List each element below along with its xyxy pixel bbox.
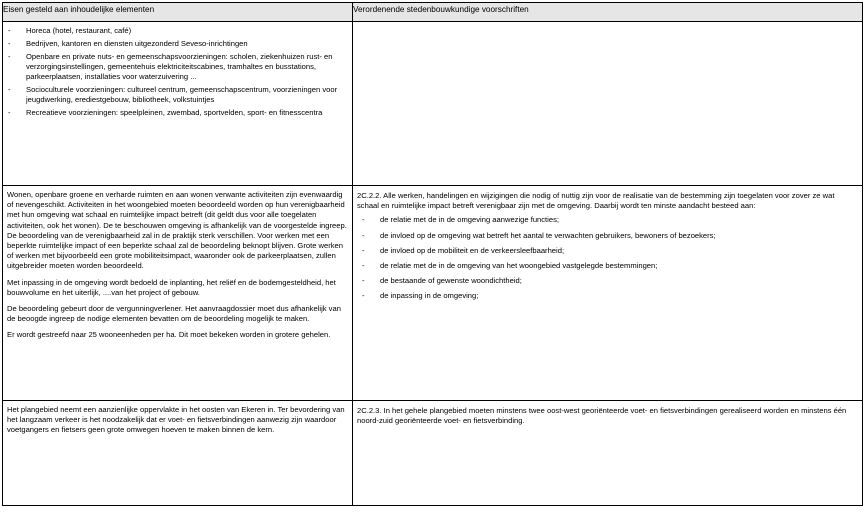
paragraph: Het plangebied neemt een aanzienlijke oppervlakte in het oosten van Ekeren in. Ter bevordering van het langzaam verkeer is het noodzakelijk dat er voet- en fietsverbindingen aanwezig zijn waardoor voetgangers en fietsers geen grote omwegen hoeven te maken binnen de kern.: [7, 405, 345, 435]
row1-right-cell: [353, 22, 863, 186]
list-item: - de inpassing in de omgeving;: [362, 291, 479, 301]
list-item: - de invloed op de mobiliteit en de verkeersleefbaarheid;: [362, 245, 565, 255]
table-row: [3, 186, 863, 401]
table-header-row: [3, 3, 863, 22]
dash-bullet: -: [362, 276, 365, 286]
list-item: - de bestaande of gewenste woondichtheid;: [362, 276, 522, 286]
criteria-list: [357, 215, 858, 301]
regulations-table: [2, 2, 863, 506]
row1-left-cell: [3, 22, 353, 186]
row3-right-cell: [353, 401, 863, 506]
table-row: [3, 22, 863, 186]
dash-bullet: -: [8, 26, 11, 35]
paragraph: De beoordeling gebeurt door de vergunningverlener. Het aanvraagdossier moet dus afhankelijk van de beoogde ingreep de nodige elementen bevatten om de beoordeling mogelijk te maken.: [7, 304, 341, 324]
list-item: - de relatie met de in de omgeving aanwezige functies;: [362, 215, 559, 225]
row3-left-cell: [3, 401, 353, 506]
article-2c23: 2C.2.3. In het gehele plangebied moeten minstens twee oost-west georiënteerde voet- en fietsverbindingen gerealiseerd worden en minstens één noord-zuid georiënteerde voet- en fietsverbinding.: [357, 406, 847, 426]
dash-bullet: -: [362, 215, 365, 225]
list-item: - Recreatieve voorzieningen: speelpleinen, zwembad, sportvelden, sport- en fitnesscentra: [8, 107, 323, 117]
paragraph: Wonen, openbare groene en verharde ruimten en aan wonen verwante activiteiten zijn evenwaardig of nevengeschikt. Activiteiten in het woongebied moeten beoordeeld worden op hun verenigbaarheid met hun omgeving wat schaal en ruimtelijke impact betreft (dit geldt dus voor alle toegelaten activiteiten, ook het wonen). De te beschouwen omgeving is afhankelijk van de voorgestelde ingreep. De beoordeling van de verenigbaarheid zal in de praktijk sterk verschillen. Voor werken met een beperkte ruimtelijke impact of een beperkte schaal zal de beoordeling beknopt blijven. Grote werken of werken met bijvoorbeeld een grote mobiliteitsimpact, waaronder ook de parkeerplaatsen, zullen uitgebreider moeten worden beoordeeld.: [7, 190, 347, 271]
dash-bullet: -: [362, 230, 365, 240]
article-2c22-intro: 2C.2.2. Alle werken, handelingen en wijzigingen die nodig of nuttig zijn voor de realisatie van de bestemming zijn toegelaten voor zover ze wat schaal en ruimtelijke impact betreft verenigbaar zijn met de omgeving. Daarbij wordt ten minste aandacht besteed aan:: [357, 191, 835, 211]
list-item: - Openbare en private nuts- en gemeenschapsvoorzieningen: scholen, ziekenhuizen rust- en verzorgingsinstellingen, gemeentehuis elektriciteitscabines, tramhaltes en busstations, parkeerplaatsen, installaties voor waterzuivering ...: [8, 51, 333, 81]
dash-bullet: -: [8, 38, 11, 48]
dash-bullet: -: [8, 51, 11, 61]
header-right: Verordenende stedenbouwkundige voorschriften: [353, 3, 863, 22]
list-item: - Socioculturele voorzieningen: cultureel centrum, gemeenschapscentrum, voorzieningen voor jeugdwerking, erediestgebouw, bibliotheek, volkstuintjes: [8, 84, 338, 104]
row2-left-cell: [3, 186, 353, 401]
table-row: [3, 401, 863, 506]
paragraph: Met inpassing in de omgeving wordt bedoeld de inplanting, het reliëf en de bodemgesteldheid, het bouwvolume en het uiterlijk, ....van het project of gebouw.: [7, 277, 336, 297]
dash-bullet: -: [8, 107, 11, 117]
dash-bullet: -: [362, 291, 365, 301]
paragraph: Er wordt gestreefd naar 25 wooneenheden per ha. Dit moet bekeken worden in grotere gehelen.: [7, 330, 331, 340]
list-item: - Horeca (hotel, restaurant, café): [8, 26, 132, 35]
dash-bullet: -: [362, 261, 365, 271]
dash-bullet: -: [8, 84, 11, 94]
list-item: - de invloed op de omgeving wat betreft het aantal te verwachten gebruikers, bewoners of bezoekers;: [362, 230, 716, 240]
row2-right-cell: [353, 186, 863, 401]
list-item: - de relatie met de in de omgeving van het woongebied vastgelegde bestemmingen;: [362, 261, 658, 271]
dash-bullet: -: [362, 245, 365, 255]
list-item: - Bedrijven, kantoren en diensten uitgezonderd Seveso-inrichtingen: [8, 38, 248, 48]
header-left: Eisen gesteld aan inhoudelijke elementen: [3, 3, 353, 22]
function-list: [3, 26, 352, 118]
